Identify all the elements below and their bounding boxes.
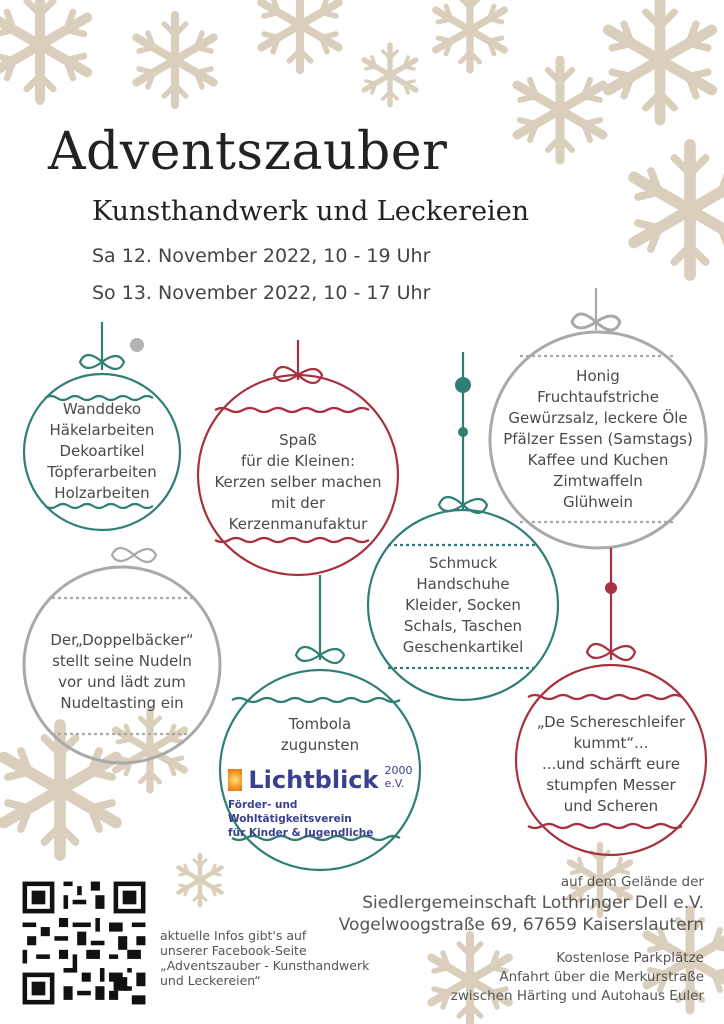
sun-icon (228, 769, 242, 791)
ornament-teal-top-text: Wanddeko Häkelarbeiten Dekoartikel Töpferarbeiten Holzarbeiten (47, 400, 157, 502)
qr-code[interactable] (18, 877, 150, 1009)
lichtblick-line2: für Kinder & Jugendliche (228, 827, 374, 839)
ornament-teal-middle-text: Schmuck Handschuhe Kleider, Socken Schals, Taschen Geschenkartikel (402, 554, 524, 656)
lichtblick-name: Lichtblick (248, 766, 379, 794)
ornament-red-right-text: „De Schereschleifer kummt“... ...und schärft eure stumpfen Messer und Scheren (536, 713, 686, 815)
parking-line2: Anfahrt über die Merkurstraße (499, 969, 704, 985)
venue-line3: Vogelwoogstraße 69, 67659 Kaiserslautern (338, 915, 704, 935)
date-sunday: So 13. November 2022, 10 - 17 Uhr (92, 282, 431, 304)
parking-line3: zwischen Härting und Autohaus Euler (450, 988, 704, 1004)
ornament-gray-left-text: Der„Doppelbäcker“ stellt seine Nudeln vor und lädt zum Nudeltasting ein (50, 631, 194, 712)
venue-line1: auf dem Gelände der (560, 874, 704, 890)
ornament-red-center-text: Spaß für die Kleinen: Kerzen selber machen mit der Kerzenmanufaktur (214, 431, 382, 533)
parking-line1: Kostenlose Parkplätze (556, 950, 704, 966)
facebook-info: aktuelle Infos gibt's auf unserer Facebook-Seite „Adventszauber - Kunsthandwerk und Leckereien“ (160, 928, 370, 988)
date-saturday: Sa 12. November 2022, 10 - 19 Uhr (92, 245, 431, 267)
poster-title: Adventszauber (48, 122, 448, 182)
lichtblick-year: 2000 e.V. (384, 764, 413, 790)
ornament-teal-bottom-text: Tombola zugunsten (280, 715, 360, 754)
venue-line2: Siedlergemeinschaft Lothringer Dell e.V. (362, 893, 704, 913)
ornament-gray-right-text: Honig Fruchtaufstriche Gewürzsalz, leckere Öle Pfälzer Essen (Samstags) Kaffee und Kuchen Zimtwaffeln Glühwein (503, 367, 693, 511)
poster-subtitle: Kunsthandwerk und Leckereien (92, 196, 530, 227)
lichtblick-line1: Förder- und Wohltätigkeitsverein (228, 799, 352, 825)
lichtblick-logo (228, 764, 418, 840)
